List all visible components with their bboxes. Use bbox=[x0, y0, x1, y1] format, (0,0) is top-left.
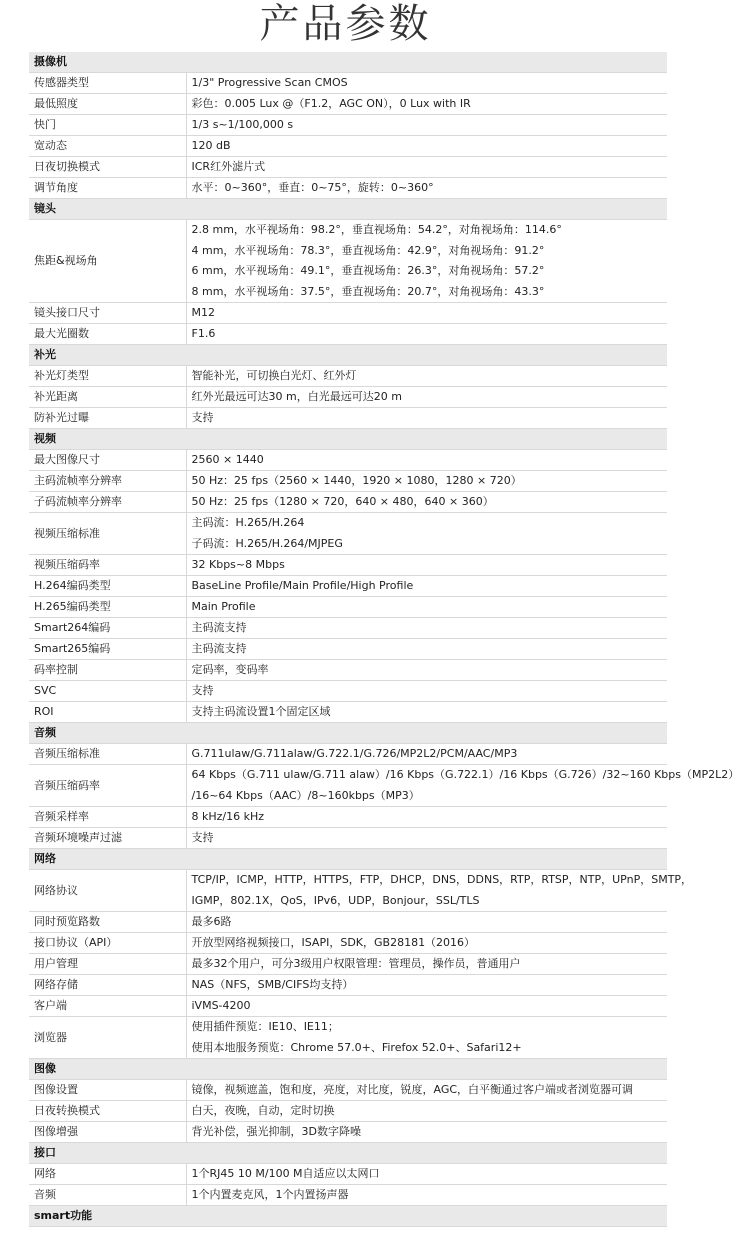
table-row bbox=[29, 492, 667, 513]
spec-value-line: 开放型网络视频接口，ISAPI，SDK，GB28181（2016） bbox=[191, 936, 476, 949]
spec-value bbox=[186, 555, 667, 576]
spec-value-line: 主码流：H.265/H.264 bbox=[191, 516, 305, 529]
spec-value bbox=[186, 975, 667, 996]
spec-value bbox=[186, 94, 667, 115]
spec-value-line: G.711ulaw/G.711alaw/G.722.1/G.726/MP2L2/PCM/AAC/MP3 bbox=[191, 747, 518, 760]
spec-value-line: F1.6 bbox=[191, 327, 216, 340]
section-title: smart功能 bbox=[29, 1206, 667, 1227]
spec-value-line: 8 kHz/16 kHz bbox=[191, 810, 265, 823]
spec-value bbox=[186, 681, 667, 702]
spec-key: 子码流帧率分辨率 bbox=[29, 492, 186, 513]
spec-key: 宽动态 bbox=[29, 136, 186, 157]
table-row bbox=[29, 555, 667, 576]
table-row bbox=[29, 157, 667, 178]
table-row bbox=[29, 744, 667, 765]
spec-key: Smart264编码 bbox=[29, 618, 186, 639]
spec-value bbox=[186, 618, 667, 639]
spec-value-line: 支持主码流设置1个固定区域 bbox=[191, 705, 331, 718]
spec-value bbox=[186, 1122, 667, 1143]
section-title: 接口 bbox=[29, 1143, 667, 1164]
section-title: 摄像机 bbox=[29, 52, 667, 73]
table-row bbox=[29, 408, 667, 429]
spec-key: 日夜转换模式 bbox=[29, 1101, 186, 1122]
spec-key: 日夜切换模式 bbox=[29, 157, 186, 178]
spec-value bbox=[186, 1101, 667, 1122]
table-row bbox=[29, 136, 667, 157]
spec-value bbox=[186, 492, 667, 513]
spec-value bbox=[186, 744, 667, 765]
spec-key: 音频采样率 bbox=[29, 807, 186, 828]
section-header bbox=[29, 52, 667, 73]
spec-key: Smart265编码 bbox=[29, 639, 186, 660]
table-row bbox=[29, 681, 667, 702]
spec-key: 音频环境噪声过滤 bbox=[29, 828, 186, 849]
spec-value bbox=[186, 996, 667, 1017]
table-row bbox=[29, 1164, 667, 1185]
table-row bbox=[29, 954, 667, 975]
spec-key: 最大光圈数 bbox=[29, 324, 186, 345]
spec-value bbox=[186, 408, 667, 429]
spec-key: 网络协议 bbox=[29, 870, 186, 912]
spec-value bbox=[186, 220, 667, 303]
spec-value-line: 4 mm，水平视场角：78.3°，垂直视场角：42.9°，对角视场角：91.2° bbox=[191, 243, 545, 257]
spec-value bbox=[186, 828, 667, 849]
table-row bbox=[29, 1122, 667, 1143]
table-row bbox=[29, 1080, 667, 1101]
table-row bbox=[29, 576, 667, 597]
spec-value-line: NAS（NFS，SMB/CIFS均支持） bbox=[191, 978, 354, 991]
spec-value-line: iVMS-4200 bbox=[191, 999, 251, 1012]
spec-key: 图像设置 bbox=[29, 1080, 186, 1101]
spec-key: SVC bbox=[29, 681, 186, 702]
spec-value bbox=[186, 1080, 667, 1101]
spec-key: 接口协议（API） bbox=[29, 933, 186, 954]
spec-value-line: 64 Kbps（G.711 ulaw/G.711 alaw）/16 Kbps（G.722.1）/16 Kbps（G.726）/32~160 Kbps（MP2L2） bbox=[191, 768, 739, 781]
table-row bbox=[29, 870, 667, 912]
spec-value-line: /16~64 Kbps（AAC）/8~160kbps（MP3） bbox=[191, 788, 420, 802]
spec-value bbox=[186, 702, 667, 723]
spec-value-line: 2560 × 1440 bbox=[191, 453, 264, 466]
table-row bbox=[29, 597, 667, 618]
spec-value-line: ICR红外滤片式 bbox=[191, 160, 266, 173]
table-row bbox=[29, 975, 667, 996]
spec-key: H.264编码类型 bbox=[29, 576, 186, 597]
spec-value bbox=[186, 660, 667, 681]
table-row bbox=[29, 618, 667, 639]
section-header bbox=[29, 1143, 667, 1164]
table-row bbox=[29, 366, 667, 387]
spec-value-line: 白天，夜晚，自动，定时切换 bbox=[191, 1104, 335, 1117]
spec-value bbox=[186, 136, 667, 157]
spec-key: 传感器类型 bbox=[29, 73, 186, 94]
spec-value bbox=[186, 450, 667, 471]
table-row bbox=[29, 513, 667, 555]
section-header bbox=[29, 849, 667, 870]
spec-value bbox=[186, 366, 667, 387]
spec-key: 音频 bbox=[29, 1185, 186, 1206]
table-row bbox=[29, 1185, 667, 1206]
table-row bbox=[29, 178, 667, 199]
spec-key: 网络存储 bbox=[29, 975, 186, 996]
spec-value bbox=[186, 324, 667, 345]
spec-value bbox=[186, 912, 667, 933]
table-row bbox=[29, 1017, 667, 1059]
spec-value-line: TCP/IP，ICMP，HTTP，HTTPS，FTP，DHCP，DNS，DDNS，RTP，RTSP，NTP，UPnP，SMTP， bbox=[191, 873, 693, 886]
table-row bbox=[29, 702, 667, 723]
spec-table bbox=[29, 52, 739, 1227]
spec-value bbox=[186, 1185, 667, 1206]
spec-value bbox=[186, 115, 667, 136]
section-title: 网络 bbox=[29, 849, 667, 870]
table-row bbox=[29, 933, 667, 954]
section-header bbox=[29, 429, 667, 450]
spec-key: 补光灯类型 bbox=[29, 366, 186, 387]
spec-value-line: 水平：0~360°，垂直：0~75°，旋转：0~360° bbox=[191, 181, 434, 194]
table-row bbox=[29, 220, 667, 303]
spec-value-line: 红外光最远可达30 m，白光最远可达20 m bbox=[191, 390, 402, 403]
spec-value-line: 1个RJ45 10 M/100 M自适应以太网口 bbox=[191, 1167, 380, 1180]
table-row bbox=[29, 828, 667, 849]
table-row bbox=[29, 450, 667, 471]
spec-value-line: 50 Hz：25 fps（1280 × 720，640 × 480，640 × 360） bbox=[191, 495, 494, 508]
spec-value bbox=[186, 954, 667, 975]
table-row bbox=[29, 912, 667, 933]
spec-key: 快门 bbox=[29, 115, 186, 136]
section-title: 图像 bbox=[29, 1059, 667, 1080]
spec-key: H.265编码类型 bbox=[29, 597, 186, 618]
spec-value-line: 1个内置麦克风，1个内置扬声器 bbox=[191, 1188, 349, 1201]
spec-value-line: 镜像，视频遮盖，饱和度，亮度，对比度，锐度，AGC，白平衡通过客户端或者浏览器可调 bbox=[191, 1083, 634, 1096]
table-row bbox=[29, 115, 667, 136]
section-header bbox=[29, 723, 667, 744]
spec-value-line: 最多32个用户，可分3级用户权限管理：管理员，操作员，普通用户 bbox=[191, 957, 521, 970]
spec-key: 音频压缩码率 bbox=[29, 765, 186, 807]
table-row bbox=[29, 324, 667, 345]
page-title: 产品参数 bbox=[259, 1, 432, 47]
spec-key: 同时预览路数 bbox=[29, 912, 186, 933]
table-row bbox=[29, 94, 667, 115]
spec-value-line: 定码率，变码率 bbox=[191, 663, 269, 676]
spec-value-line: 使用本地服务预览：Chrome 57.0+、Firefox 52.0+、Safari12+ bbox=[191, 1040, 522, 1054]
spec-key: 最低照度 bbox=[29, 94, 186, 115]
spec-key: 主码流帧率分辨率 bbox=[29, 471, 186, 492]
spec-value bbox=[186, 765, 739, 807]
spec-value-line: 支持 bbox=[191, 411, 214, 424]
spec-key: 防补光过曝 bbox=[29, 408, 186, 429]
section-header bbox=[29, 199, 667, 220]
spec-value bbox=[186, 933, 667, 954]
spec-key: 视频压缩码率 bbox=[29, 555, 186, 576]
spec-value-line: 智能补光，可切换白光灯、红外灯 bbox=[191, 369, 357, 382]
spec-value bbox=[186, 870, 693, 912]
section-header bbox=[29, 345, 667, 366]
spec-key: 码率控制 bbox=[29, 660, 186, 681]
spec-value-line: 支持 bbox=[191, 684, 214, 697]
section-title: 补光 bbox=[29, 345, 667, 366]
spec-value-line: IGMP，802.1X，QoS，IPv6，UDP，Bonjour，SSL/TLS bbox=[191, 893, 480, 907]
spec-value-line: 1/3 s~1/100,000 s bbox=[191, 118, 294, 131]
spec-value bbox=[186, 1164, 667, 1185]
spec-value-line: 主码流支持 bbox=[191, 621, 247, 634]
spec-value-line: BaseLine Profile/Main Profile/High Profile bbox=[191, 579, 414, 592]
spec-key: 调节角度 bbox=[29, 178, 186, 199]
spec-value-line: 1/3" Progressive Scan CMOS bbox=[191, 76, 348, 89]
spec-value-line: 最多6路 bbox=[191, 915, 232, 928]
spec-value-line: 背光补偿，强光抑制，3D数字降噪 bbox=[191, 1125, 361, 1138]
section-header bbox=[29, 1206, 667, 1227]
spec-key: 图像增强 bbox=[29, 1122, 186, 1143]
table-row bbox=[29, 765, 667, 807]
spec-value-line: 8 mm，水平视场角：37.5°，垂直视场角：20.7°，对角视场角：43.3° bbox=[191, 284, 545, 298]
spec-key: 最大图像尺寸 bbox=[29, 450, 186, 471]
spec-value bbox=[186, 597, 667, 618]
table-row bbox=[29, 639, 667, 660]
table-row bbox=[29, 1101, 667, 1122]
spec-value bbox=[186, 576, 667, 597]
spec-key: 补光距离 bbox=[29, 387, 186, 408]
spec-value bbox=[186, 639, 667, 660]
spec-value-line: Main Profile bbox=[191, 600, 256, 613]
spec-value bbox=[186, 73, 667, 94]
spec-value bbox=[186, 178, 667, 199]
table-row bbox=[29, 303, 667, 324]
section-title: 镜头 bbox=[29, 199, 667, 220]
spec-value-line: M12 bbox=[191, 306, 215, 319]
section-title: 视频 bbox=[29, 429, 667, 450]
spec-value-line: 50 Hz：25 fps（2560 × 1440，1920 × 1080，1280 × 720） bbox=[191, 474, 522, 487]
spec-value-line: 2.8 mm，水平视场角：98.2°，垂直视场角：54.2°，对角视场角：114.6° bbox=[191, 223, 562, 236]
spec-key: 镜头接口尺寸 bbox=[29, 303, 186, 324]
table-row bbox=[29, 996, 667, 1017]
spec-key: ROI bbox=[29, 702, 186, 723]
spec-value-line: 支持 bbox=[191, 831, 214, 844]
table-row bbox=[29, 807, 667, 828]
table-row bbox=[29, 660, 667, 681]
table-row bbox=[29, 73, 667, 94]
spec-key: 浏览器 bbox=[29, 1017, 186, 1059]
spec-value-line: 使用插件预览：IE10、IE11； bbox=[191, 1020, 339, 1033]
spec-value bbox=[186, 513, 667, 555]
section-title: 音频 bbox=[29, 723, 667, 744]
spec-value-line: 32 Kbps~8 Mbps bbox=[191, 558, 285, 571]
spec-key: 焦距&视场角 bbox=[29, 220, 186, 303]
spec-value-line: 彩色：0.005 Lux @（F1.2，AGC ON），0 Lux with IR bbox=[191, 97, 471, 110]
spec-value bbox=[186, 1017, 667, 1059]
spec-key: 视频压缩标准 bbox=[29, 513, 186, 555]
spec-value bbox=[186, 157, 667, 178]
spec-value-line: 6 mm，水平视场角：49.1°，垂直视场角：26.3°，对角视场角：57.2° bbox=[191, 264, 545, 277]
spec-value bbox=[186, 387, 667, 408]
spec-key: 客户端 bbox=[29, 996, 186, 1017]
spec-value bbox=[186, 471, 667, 492]
spec-key: 用户管理 bbox=[29, 954, 186, 975]
table-row bbox=[29, 471, 667, 492]
spec-value-line: 子码流：H.265/H.264/MJPEG bbox=[191, 536, 343, 550]
section-header bbox=[29, 1059, 667, 1080]
spec-key: 网络 bbox=[29, 1164, 186, 1185]
spec-value-line: 主码流支持 bbox=[191, 642, 247, 655]
spec-value bbox=[186, 303, 667, 324]
spec-key: 音频压缩标准 bbox=[29, 744, 186, 765]
spec-value bbox=[186, 807, 667, 828]
table-row bbox=[29, 387, 667, 408]
spec-value-line: 120 dB bbox=[191, 139, 231, 152]
